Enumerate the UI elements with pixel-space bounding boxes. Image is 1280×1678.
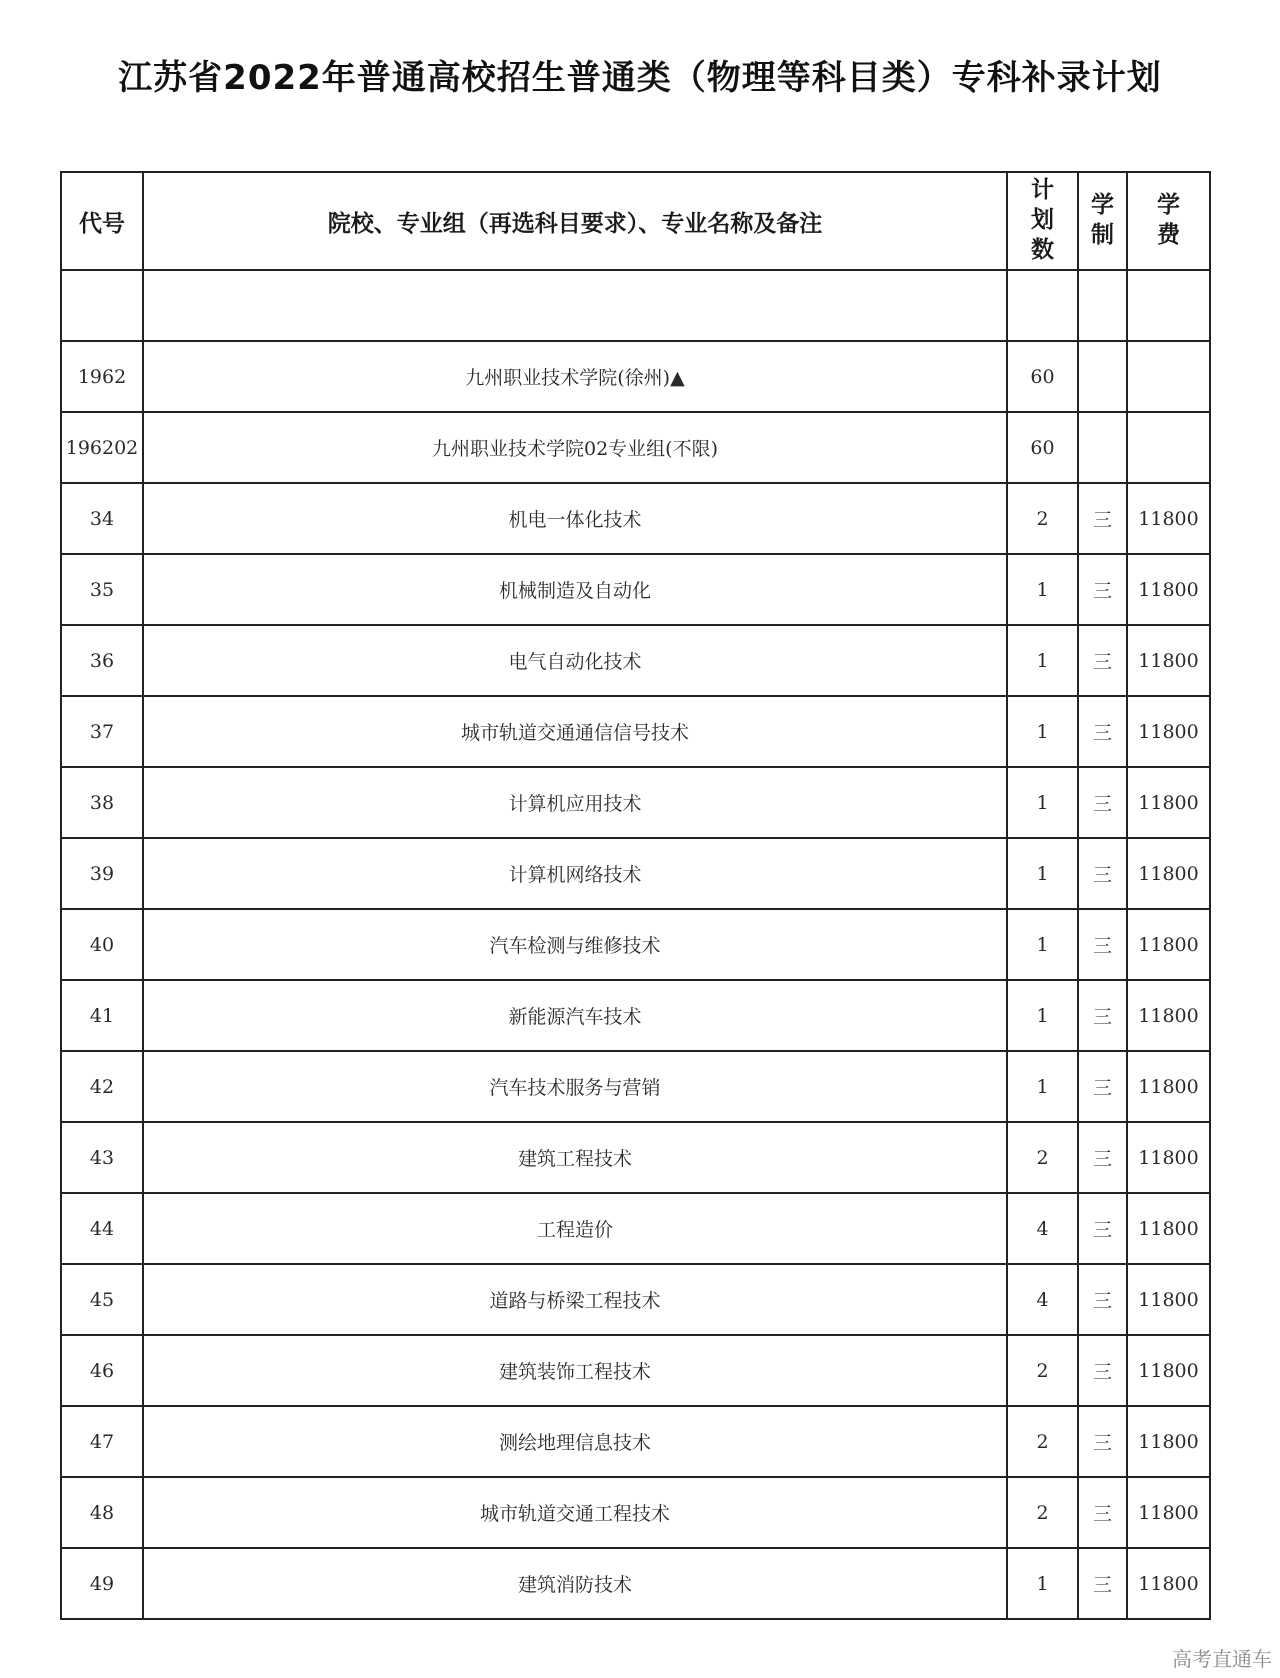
table-row (61, 1051, 1210, 1122)
header-fee-label: 学费 (1156, 192, 1180, 248)
cell-duration: 三 (1078, 554, 1127, 625)
cell-name: 城市轨道交通通信信号技术 (143, 696, 1007, 767)
cell-plan: 2 (1007, 483, 1078, 554)
cell-name: 九州职业技术学院02专业组(不限) (143, 412, 1007, 483)
cell-fee: 11800 (1127, 1051, 1210, 1122)
cell-plan: 2 (1007, 1122, 1078, 1193)
cell-code: 42 (61, 1051, 143, 1122)
cell-duration (1078, 341, 1127, 412)
table-row (61, 341, 1210, 412)
table-row (61, 1548, 1210, 1619)
cell-name: 测绘地理信息技术 (143, 1406, 1007, 1477)
cell-name: 机械制造及自动化 (143, 554, 1007, 625)
table-row (61, 625, 1210, 696)
header-row (61, 172, 1210, 270)
cell-fee: 11800 (1127, 980, 1210, 1051)
cell-name: 汽车技术服务与营销 (143, 1051, 1007, 1122)
cell-duration: 三 (1078, 1548, 1127, 1619)
watermark: 高考直通车 (1172, 1647, 1272, 1671)
cell-duration: 三 (1078, 1477, 1127, 1548)
cell-plan: 1 (1007, 554, 1078, 625)
table-row (61, 909, 1210, 980)
table-row (61, 1406, 1210, 1477)
cell-duration: 三 (1078, 1335, 1127, 1406)
cell-code (61, 270, 143, 341)
cell-name: 工程造价 (143, 1193, 1007, 1264)
cell-code: 45 (61, 1264, 143, 1335)
cell-plan: 1 (1007, 625, 1078, 696)
cell-duration: 三 (1078, 1406, 1127, 1477)
cell-plan: 60 (1007, 341, 1078, 412)
cell-fee: 11800 (1127, 1193, 1210, 1264)
table-row (61, 980, 1210, 1051)
cell-fee: 11800 (1127, 1477, 1210, 1548)
cell-plan: 1 (1007, 1051, 1078, 1122)
table-row (61, 554, 1210, 625)
page-title: 江苏省2022年普通高校招生普通类（物理等科目类）专科补录计划 (118, 58, 1162, 98)
cell-plan: 2 (1007, 1335, 1078, 1406)
cell-name: 新能源汽车技术 (143, 980, 1007, 1051)
cell-name: 建筑工程技术 (143, 1122, 1007, 1193)
cell-plan (1007, 270, 1078, 341)
cell-code: 41 (61, 980, 143, 1051)
cell-plan: 1 (1007, 767, 1078, 838)
cell-name: 汽车检测与维修技术 (143, 909, 1007, 980)
cell-code: 35 (61, 554, 143, 625)
header-name: 院校、专业组（再选科目要求）、专业名称及备注 (143, 172, 1007, 270)
table-row (61, 1122, 1210, 1193)
header-code: 代号 (61, 172, 143, 270)
cell-duration: 三 (1078, 1264, 1127, 1335)
table-row (61, 1477, 1210, 1548)
cell-name (143, 270, 1007, 341)
cell-fee: 11800 (1127, 1122, 1210, 1193)
cell-code: 44 (61, 1193, 143, 1264)
cell-name: 建筑装饰工程技术 (143, 1335, 1007, 1406)
cell-duration: 三 (1078, 909, 1127, 980)
cell-code: 38 (61, 767, 143, 838)
cell-duration: 三 (1078, 1193, 1127, 1264)
cell-name: 电气自动化技术 (143, 625, 1007, 696)
cell-duration: 三 (1078, 696, 1127, 767)
cell-duration: 三 (1078, 483, 1127, 554)
cell-code: 1962 (61, 341, 143, 412)
cell-name: 城市轨道交通工程技术 (143, 1477, 1007, 1548)
cell-plan: 4 (1007, 1264, 1078, 1335)
cell-name: 道路与桥梁工程技术 (143, 1264, 1007, 1335)
cell-fee: 11800 (1127, 696, 1210, 767)
cell-duration: 三 (1078, 1051, 1127, 1122)
cell-code: 34 (61, 483, 143, 554)
cell-plan: 1 (1007, 1548, 1078, 1619)
cell-plan: 1 (1007, 909, 1078, 980)
cell-plan: 60 (1007, 412, 1078, 483)
cell-fee: 11800 (1127, 1335, 1210, 1406)
header-duration-label: 学制 (1090, 192, 1114, 248)
cell-code: 47 (61, 1406, 143, 1477)
cell-fee: 11800 (1127, 1406, 1210, 1477)
table-row (61, 483, 1210, 554)
cell-duration: 三 (1078, 980, 1127, 1051)
table-row (61, 1193, 1210, 1264)
cell-fee: 11800 (1127, 554, 1210, 625)
cell-code: 49 (61, 1548, 143, 1619)
header-duration (1078, 172, 1127, 270)
cell-fee: 11800 (1127, 1264, 1210, 1335)
cell-code: 43 (61, 1122, 143, 1193)
cell-plan: 1 (1007, 838, 1078, 909)
cell-code: 196202 (61, 412, 143, 483)
cell-fee: 11800 (1127, 483, 1210, 554)
cell-code: 46 (61, 1335, 143, 1406)
cell-fee: 11800 (1127, 625, 1210, 696)
table-row (61, 767, 1210, 838)
header-plan (1007, 172, 1078, 270)
cell-plan: 4 (1007, 1193, 1078, 1264)
cell-duration (1078, 412, 1127, 483)
table-header (61, 172, 1210, 270)
table-row (61, 270, 1210, 341)
cell-fee (1127, 412, 1210, 483)
table-row (61, 696, 1210, 767)
cell-name: 机电一体化技术 (143, 483, 1007, 554)
cell-plan: 2 (1007, 1406, 1078, 1477)
cell-code: 48 (61, 1477, 143, 1548)
table-row (61, 1264, 1210, 1335)
cell-name: 九州职业技术学院(徐州)▲ (143, 341, 1007, 412)
cell-fee (1127, 341, 1210, 412)
table-row (61, 1335, 1210, 1406)
cell-name: 计算机网络技术 (143, 838, 1007, 909)
cell-code: 40 (61, 909, 143, 980)
cell-fee: 11800 (1127, 838, 1210, 909)
cell-code: 37 (61, 696, 143, 767)
cell-fee (1127, 270, 1210, 341)
cell-duration: 三 (1078, 1122, 1127, 1193)
cell-duration: 三 (1078, 767, 1127, 838)
cell-plan: 1 (1007, 980, 1078, 1051)
cell-fee: 11800 (1127, 767, 1210, 838)
cell-plan: 2 (1007, 1477, 1078, 1548)
table-row (61, 412, 1210, 483)
enrollment-plan-table (60, 171, 1211, 1620)
table-body (61, 270, 1210, 1619)
cell-duration (1078, 270, 1127, 341)
cell-code: 39 (61, 838, 143, 909)
cell-fee: 11800 (1127, 1548, 1210, 1619)
table-row (61, 838, 1210, 909)
cell-fee: 11800 (1127, 909, 1210, 980)
cell-name: 建筑消防技术 (143, 1548, 1007, 1619)
cell-name: 计算机应用技术 (143, 767, 1007, 838)
cell-duration: 三 (1078, 838, 1127, 909)
cell-duration: 三 (1078, 625, 1127, 696)
cell-plan: 1 (1007, 696, 1078, 767)
header-plan-label: 计划数 (1030, 177, 1054, 263)
cell-code: 36 (61, 625, 143, 696)
header-fee (1127, 172, 1210, 270)
